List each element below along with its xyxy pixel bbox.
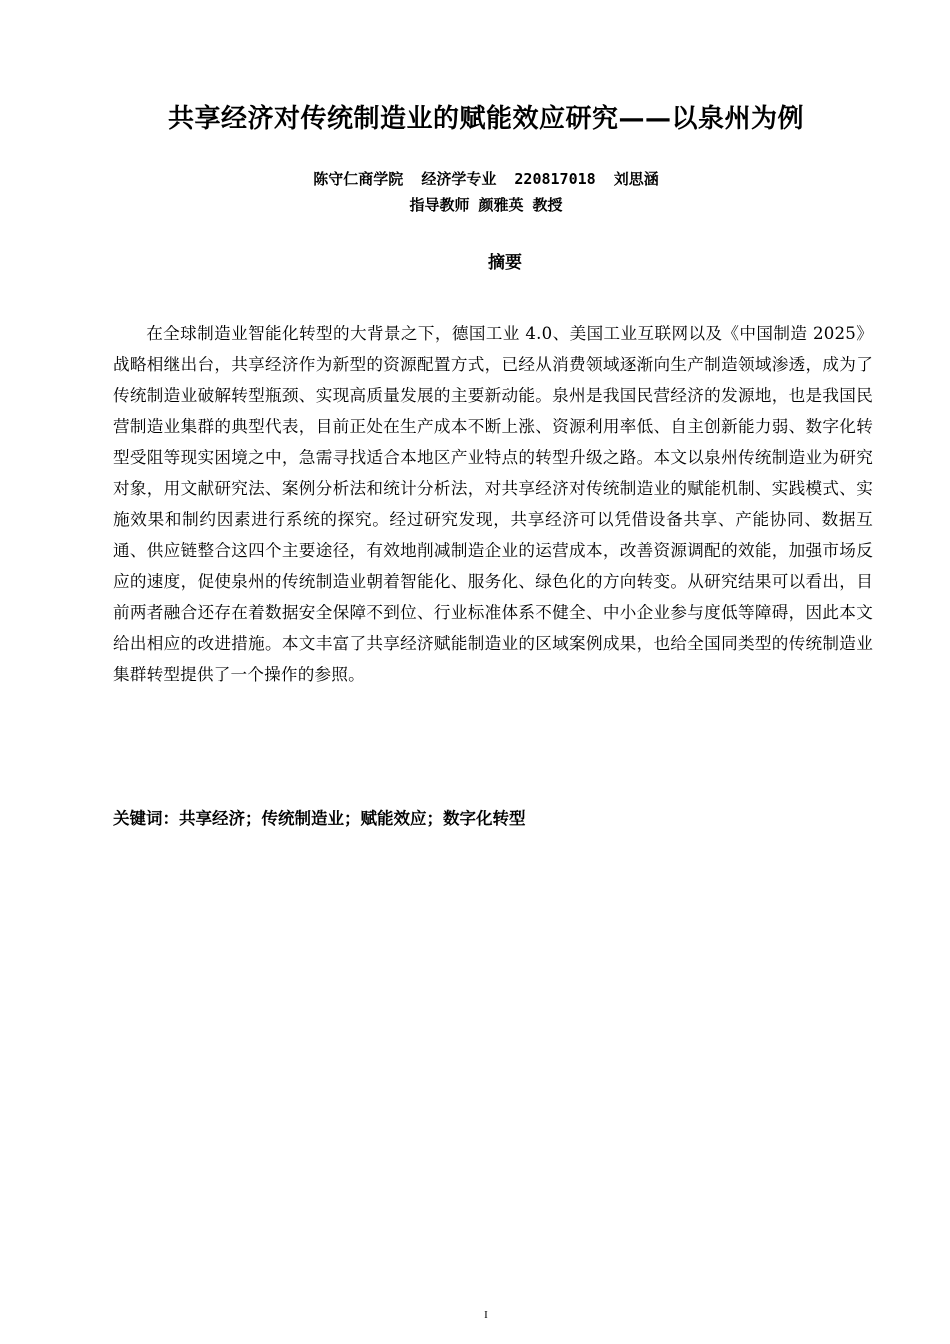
keywords-line: 关键词：共享经济；传统制造业；赋能效应；数字化转型 — [113, 809, 526, 828]
page-number: I — [484, 1309, 488, 1321]
author-info: 陈守仁商学院 经济学专业 220817018 刘思涵 — [313, 170, 659, 188]
advisor-info: 指导教师 颜雅英 教授 — [409, 196, 563, 214]
abstract-paragraph: 在全球制造业智能化转型的大背景之下，德国工业 4.0、美国工业互联网以及《中国制造 2025》战略相继出台，共享经济作为新型的资源配置方式，已经从消费领域逐渐向生产制造领域渗透，成为了传统制造业破解转型瓶颈、实现高质量发展的主要新动能。泉州是我国民营经济的发源地，也是我国民营制造业集群的典型代表，目前正处在生产成本不断上涨、资源利用率低、自主创新能力弱、数字化转型受阻等现实困境之中，急需寻找适合本地区产业特点的转型升级之路。本文以泉州传统制造业为研究对象，用文献研究法、案例分析法和统计分析法，对共享经济对传统制造业的赋能机制、实践模式、实施效果和制约因素进行系统的探究。经过研究发现，共享经济可以凭借设备共享、产能协同、数据互通、供应链整合这四个主要途径，有效地削减制造企业的运营成本，改善资源调配的效能，加强市场反应的速度，促使泉州的传统制造业朝着智能化、服务化、绿色化的方向转变。从研究结果可以看出，目前两者融合还存在着数据安全保障不到位、行业标准体系不健全、中小企业参与度低等障碍，因此本文给出相应的改进措施。本文丰富了共享经济赋能制造业的区域案例成果，也给全国同类型的传统制造业集群转型提供了一个操作的参照。 — [113, 324, 873, 684]
paper-title: 共享经济对传统制造业的赋能效应研究——以泉州为例 — [167, 104, 804, 134]
abstract-heading: 摘要 — [488, 253, 522, 273]
